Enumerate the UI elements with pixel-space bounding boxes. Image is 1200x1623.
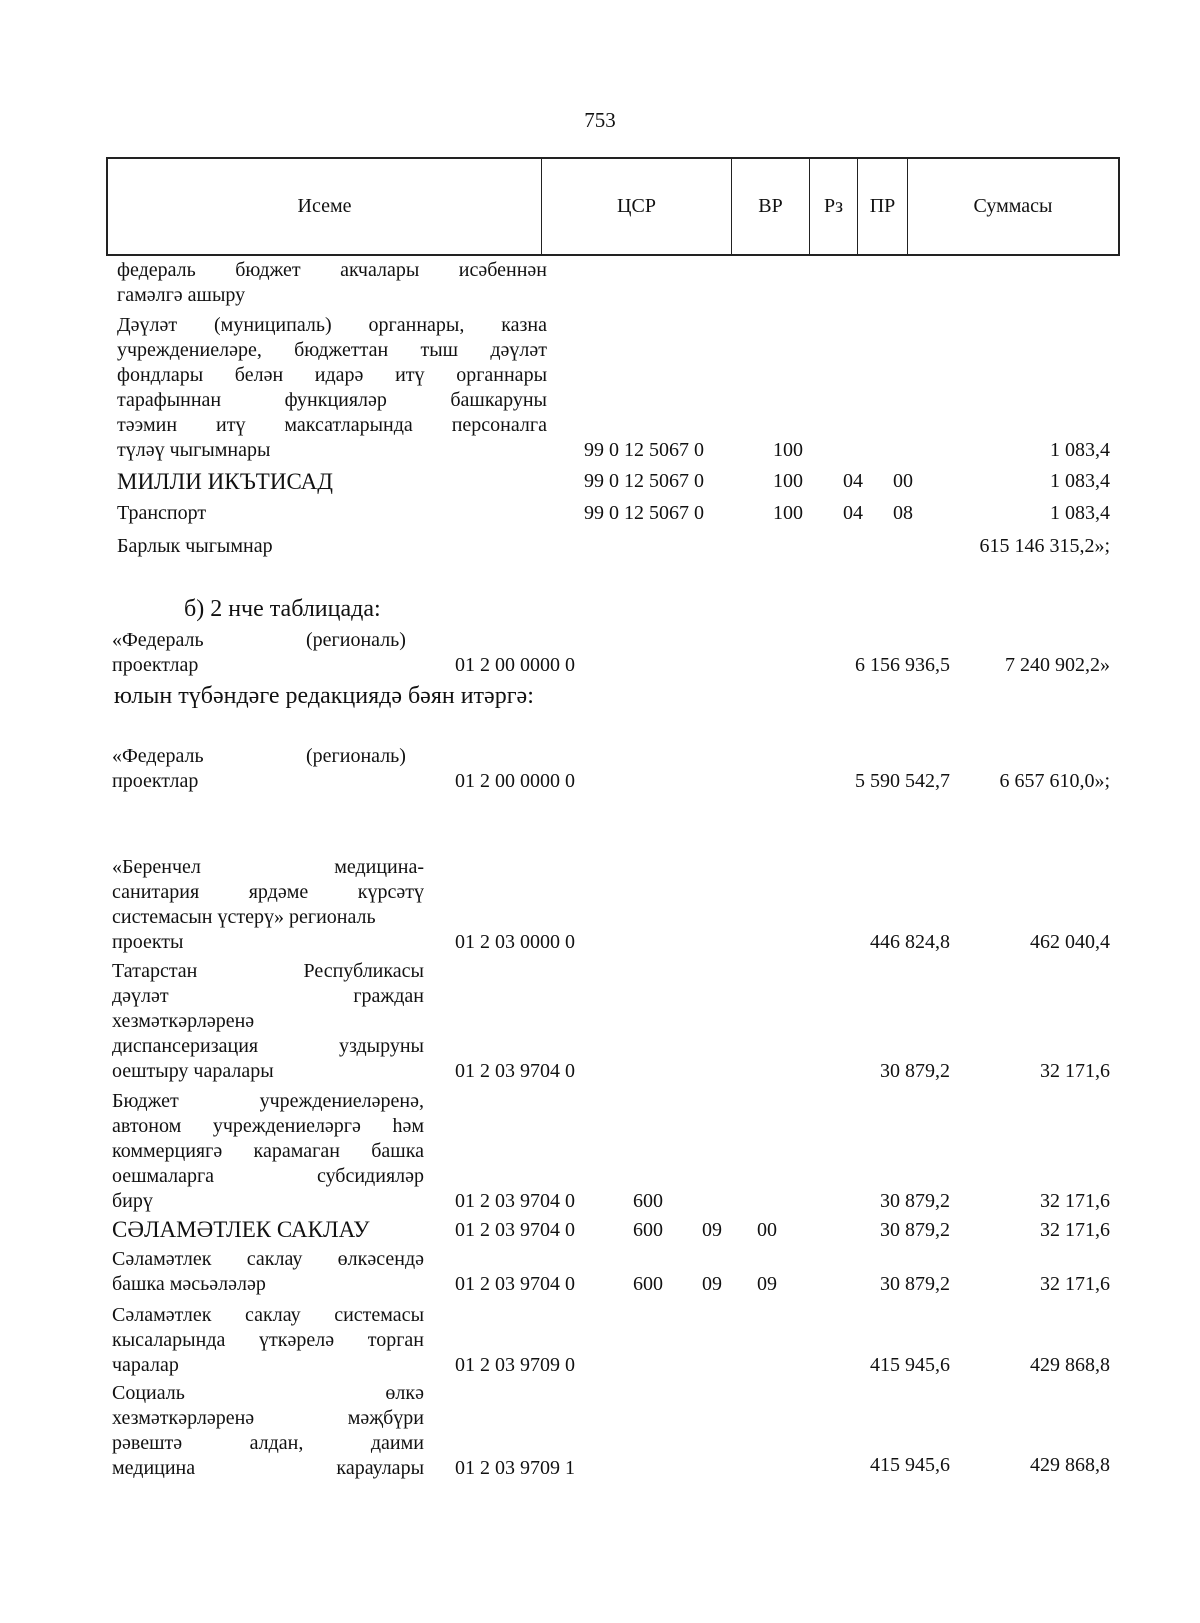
table-row-text: СӘЛАМӘТЛЕК САКЛАУ xyxy=(112,1217,370,1242)
total-sum: 615 146 315,2»; xyxy=(979,535,1110,557)
header-vr: ВР xyxy=(732,159,810,254)
old-row-line2: проектлар xyxy=(112,654,199,676)
cell-v2: 429 868,8 xyxy=(1030,1354,1110,1376)
cell-rz: 04 xyxy=(843,470,863,492)
cell-v2: 32 171,6 xyxy=(1040,1273,1110,1295)
cell-v2: 429 868,8 xyxy=(1030,1454,1110,1476)
old-row-line1a: «Федераль xyxy=(112,629,204,651)
new-row-line2: проектлар xyxy=(112,770,199,792)
cell-v1: 415 945,6 xyxy=(870,1354,950,1376)
section-heading: б) 2 нче таблицада: xyxy=(184,596,381,622)
old-row-csr: 01 2 00 0000 0 xyxy=(455,654,575,676)
new-row-line1b: (региональ) xyxy=(306,745,406,767)
table-row-text: «Беренчел медицина- санитария ярдәме күрсәтү системасын үстерү» региональ проекты xyxy=(112,856,424,953)
cell-csr: 01 2 03 9704 0 xyxy=(455,1273,575,1295)
old-row-v2: 7 240 902,2» xyxy=(1005,654,1110,676)
cell-rz: 09 xyxy=(702,1219,722,1241)
cell-vr: 100 xyxy=(773,470,803,492)
table-row-text: федераль бюджет акчалары исәбеннән гамәлгә ашыру xyxy=(117,259,547,306)
cell-vr: 600 xyxy=(633,1273,663,1295)
table-row-text: Сәламәтлек саклау системасы кысаларында үткәрелә торган чаралар xyxy=(112,1304,424,1376)
old-row-line1b: (региональ) xyxy=(306,629,406,651)
cell-pr: 08 xyxy=(893,502,913,524)
cell-v1: 30 879,2 xyxy=(880,1190,950,1212)
table-header xyxy=(106,157,1120,256)
cell-pr: 00 xyxy=(893,470,913,492)
new-row-v1: 5 590 542,7 xyxy=(855,770,950,792)
table-row-text: МИЛЛИ ИКЪТИСАД xyxy=(117,469,333,494)
table-row-text: Дәүләт (муниципаль) органнары, казна учреждениеләре, бюджеттан тыш дәүләт фондлары белән идарә итү органнары тарафыннан функцияләр башкаруны тәэмин итү максатларында персоналга түләү чыгымнары xyxy=(117,314,547,461)
cell-csr: 99 0 12 5067 0 xyxy=(584,439,704,461)
cell-csr: 99 0 12 5067 0 xyxy=(584,470,704,492)
cell-v2: 462 040,4 xyxy=(1030,931,1110,953)
header-sum: Суммасы xyxy=(973,195,1053,217)
new-row-v2: 6 657 610,0»; xyxy=(999,770,1110,792)
cell-csr: 01 2 03 9709 1 xyxy=(455,1457,575,1479)
cell-rz: 09 xyxy=(702,1273,722,1295)
cell-v1: 30 879,2 xyxy=(880,1273,950,1295)
cell-sum: 1 083,4 xyxy=(1050,502,1110,524)
table-row-text: Транспорт xyxy=(117,502,207,524)
cell-csr: 01 2 03 9704 0 xyxy=(455,1190,575,1212)
cell-csr: 01 2 03 9709 0 xyxy=(455,1354,575,1376)
header-pr: ПР xyxy=(858,159,908,254)
table-row-text: Сәламәтлек саклау өлкәсендә башка мәсьәләләр xyxy=(112,1248,424,1295)
new-row-line1a: «Федераль xyxy=(112,745,204,767)
cell-v1: 30 879,2 xyxy=(880,1219,950,1241)
cell-vr: 600 xyxy=(633,1219,663,1241)
cell-v2: 32 171,6 xyxy=(1040,1190,1110,1212)
cell-vr: 600 xyxy=(633,1190,663,1212)
cell-csr: 01 2 03 9704 0 xyxy=(455,1219,575,1241)
new-row-csr: 01 2 00 0000 0 xyxy=(455,770,575,792)
header-rz: Рз xyxy=(810,159,858,254)
cell-pr: 00 xyxy=(757,1219,777,1241)
cell-v1: 446 824,8 xyxy=(870,931,950,953)
cell-vr: 100 xyxy=(773,439,803,461)
old-row-v1: 6 156 936,5 xyxy=(855,654,950,676)
cell-pr: 09 xyxy=(757,1273,777,1295)
replace-instruction: юлын түбәндәге редакциядә бәян итәргә: xyxy=(114,683,534,709)
cell-v1: 415 945,6 xyxy=(870,1454,950,1476)
cell-csr: 99 0 12 5067 0 xyxy=(584,502,704,524)
table-row-text: Барлык чыгымнар xyxy=(117,535,273,557)
cell-sum: 1 083,4 xyxy=(1050,439,1110,461)
cell-sum: 1 083,4 xyxy=(1050,470,1110,492)
cell-vr: 100 xyxy=(773,502,803,524)
table-row-text: Татарстан Республикасы дәүләт граждан хезмәткәрләренә диспансеризация уздыруны оештыру чаралары xyxy=(112,960,424,1082)
cell-v2: 32 171,6 xyxy=(1040,1060,1110,1082)
cell-csr: 01 2 03 9704 0 xyxy=(455,1060,575,1082)
header-csr: ЦСР xyxy=(542,159,732,254)
cell-v1: 30 879,2 xyxy=(880,1060,950,1082)
cell-csr: 01 2 03 0000 0 xyxy=(455,931,575,953)
table-row-text: Бюджет учреждениеләренә, автоном учреждениеләргә һәм коммерциягә карамаган башка оешмаларга субсидияләр бирү xyxy=(112,1090,424,1212)
page-number: 753 xyxy=(584,108,616,132)
cell-v2: 32 171,6 xyxy=(1040,1219,1110,1241)
header-name: Исеме xyxy=(108,159,542,254)
table-row-text: Социаль өлкә хезмәткәрләренә мәҗбүри рәвештә алдан, даими медицина караулары xyxy=(112,1382,424,1479)
cell-rz: 04 xyxy=(843,502,863,524)
